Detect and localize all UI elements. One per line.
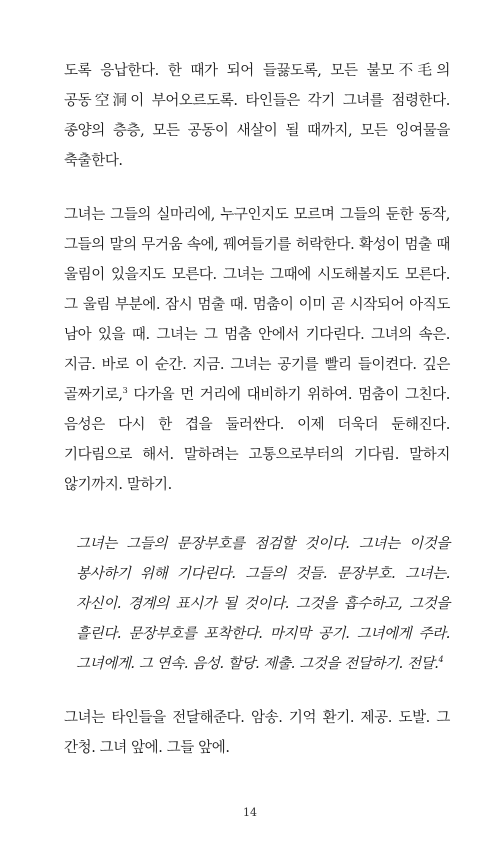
paragraph-2 — [64, 200, 450, 500]
block-quote-text: 그녀는 그들의 문장부호를 점검할 것이다. 그녀는 이것을 봉사하기 위해 기다린다. 그들의 것들. 문장부호. 그녀는. 자신이. 경계의 표시가 될 것이다. 그것을 흡수하고, 그것을 흘린다. 문장부호를 포착한다. 마지막 공기. 그녀에게 주라. 그녀에게. 그 연속. 음성. 할당. 제출. 그것을 전달하기. 전달. — [76, 536, 450, 672]
page-body — [64, 56, 450, 763]
footnote-marker-4: 4 — [438, 655, 444, 665]
block-quote — [64, 529, 450, 679]
paragraph-2-part-2: 다가올 먼 거리에 대비하기 위하여. 멈춤이 그친다. 음성은 다시 한 겹을 둘러싼다. 이제 더욱더 둔해진다. 기다림으로 해서. 말하려는 고통으로부터의 기다림. 말하지 않기까지. 말하기. — [64, 387, 450, 493]
paragraph-4: 그녀는 타인들을 전달해준다. 암송. 기억 환기. 제공. 도발. 그 간청. 그녀 앞에. 그들 앞에. — [64, 710, 450, 756]
footnote-marker-3: 3 — [122, 386, 128, 396]
page-number: 14 — [243, 806, 257, 819]
paragraph-2-part-1: 그녀는 그들의 실마리에, 누구인지도 모르며 그들의 둔한 동작, 그들의 말의 무거움 속에, 꿰여들기를 허락한다. 확성이 멈출 때 울림이 있을지도 모른다. 그녀는 그때에 시도해볼지도 모른다. 그 울림 부분에. 잠시 멈출 때. 멈춤이 이미 곧 시작되어 아직도 남아 있을 때. 그녀는 그 멈춤 안에서 기다린다. 그녀의 속은. 지금. 바로 이 순간. 지금. 그녀는 공기를 빨리 들이켠다. 깊은 골짜기로, — [64, 207, 450, 403]
paragraph-1: 도록 응납한다. 한 때가 되어 들끓도록, 모든 불모不毛의 공동空洞이 부어오르도록. 타인들은 각기 그녀를 점령한다. 종양의 층층, 모든 공동이 새살이 될 때까지, 모든 잉여물을 축출한다. — [64, 63, 450, 169]
